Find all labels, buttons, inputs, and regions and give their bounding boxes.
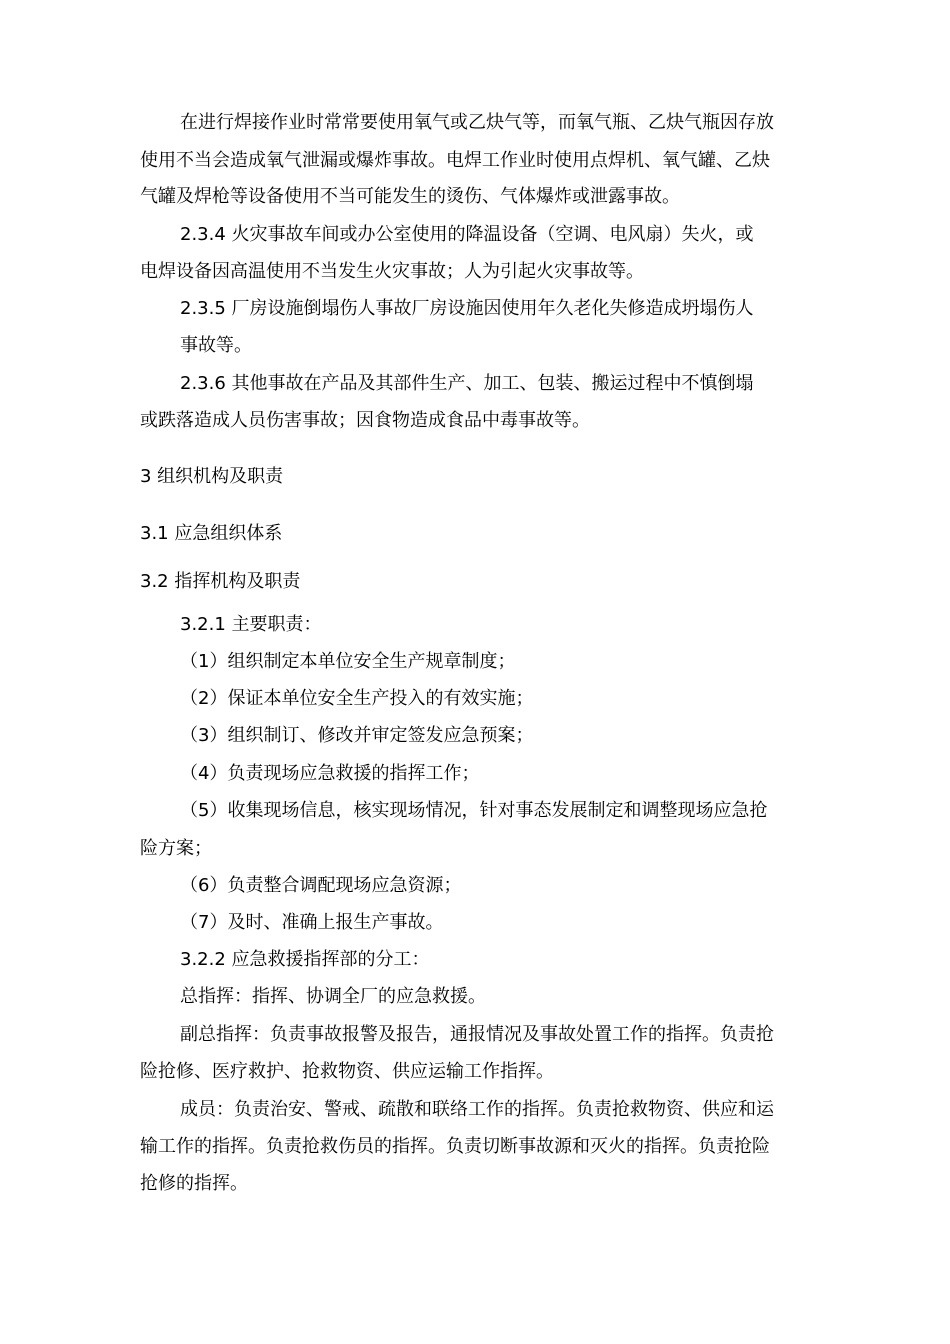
paragraph-line: 电焊设备因高温使用不当发生火灾事故；人为引起火灾事故等。 xyxy=(140,261,644,282)
list-item: （4）负责现场应急救援的指挥工作； xyxy=(180,763,480,784)
paragraph-line: 事故等。 xyxy=(180,335,252,356)
paragraph-line: 抢修的指挥。 xyxy=(140,1173,248,1194)
list-item: （1）组织制定本单位安全生产规章制度； xyxy=(180,651,516,672)
paragraph-line: 总指挥：指挥、协调全厂的应急救援。 xyxy=(180,986,486,1007)
heading-3-1: 3.1 应急组织体系 xyxy=(140,523,283,544)
list-item: （7）及时、准确上报生产事故。 xyxy=(180,912,444,933)
list-item: （5）收集现场信息，核实现场情况，针对事态发展制定和调整现场应急抢 xyxy=(180,800,768,821)
list-item: （6）负责整合调配现场应急资源； xyxy=(180,875,462,896)
paragraph-line: 气罐及焊枪等设备使用不当可能发生的烫伤、气体爆炸或泄露事故。 xyxy=(140,186,680,207)
heading-3-2: 3.2 指挥机构及职责 xyxy=(140,571,301,592)
section-2-3-4: 2.3.4 火灾事故车间或办公室使用的降温设备（空调、电风扇）失火，或 xyxy=(180,224,754,245)
paragraph-line: 输工作的指挥。负责抢救伤员的指挥。负责切断事故源和灭火的指挥。负责抢险 xyxy=(140,1136,770,1157)
list-item: （2）保证本单位安全生产投入的有效实施； xyxy=(180,688,534,709)
heading-3-2-2: 3.2.2 应急救援指挥部的分工： xyxy=(180,949,430,970)
paragraph-line: 使用不当会造成氧气泄漏或爆炸事故。电焊工作业时使用点焊机、氧气罐、乙炔 xyxy=(140,150,770,171)
heading-3-2-1: 3.2.1 主要职责： xyxy=(180,614,322,635)
paragraph-line: 险抢修、医疗救护、抢救物资、供应运输工作指挥。 xyxy=(140,1061,554,1082)
heading-3: 3 组织机构及职责 xyxy=(140,466,284,487)
paragraph-line: 副总指挥：负责事故报警及报告，通报情况及事故处置工作的指挥。负责抢 xyxy=(180,1024,774,1045)
paragraph-line: 在进行焊接作业时常常要使用氧气或乙炔气等，而氧气瓶、乙炔气瓶因存放 xyxy=(180,112,774,133)
paragraph-line: 成员：负责治安、警戒、疏散和联络工作的指挥。负责抢救物资、供应和运 xyxy=(180,1099,774,1120)
paragraph-line: 险方案； xyxy=(140,838,212,859)
section-2-3-5: 2.3.5 厂房设施倒塌伤人事故厂房设施因使用年久老化失修造成坍塌伤人 xyxy=(180,298,754,319)
section-2-3-6: 2.3.6 其他事故在产品及其部件生产、加工、包装、搬运过程中不慎倒塌 xyxy=(180,373,754,394)
paragraph-line: 或跌落造成人员伤害事故；因食物造成食品中毒事故等。 xyxy=(140,410,590,431)
list-item: （3）组织制订、修改并审定签发应急预案； xyxy=(180,725,534,746)
